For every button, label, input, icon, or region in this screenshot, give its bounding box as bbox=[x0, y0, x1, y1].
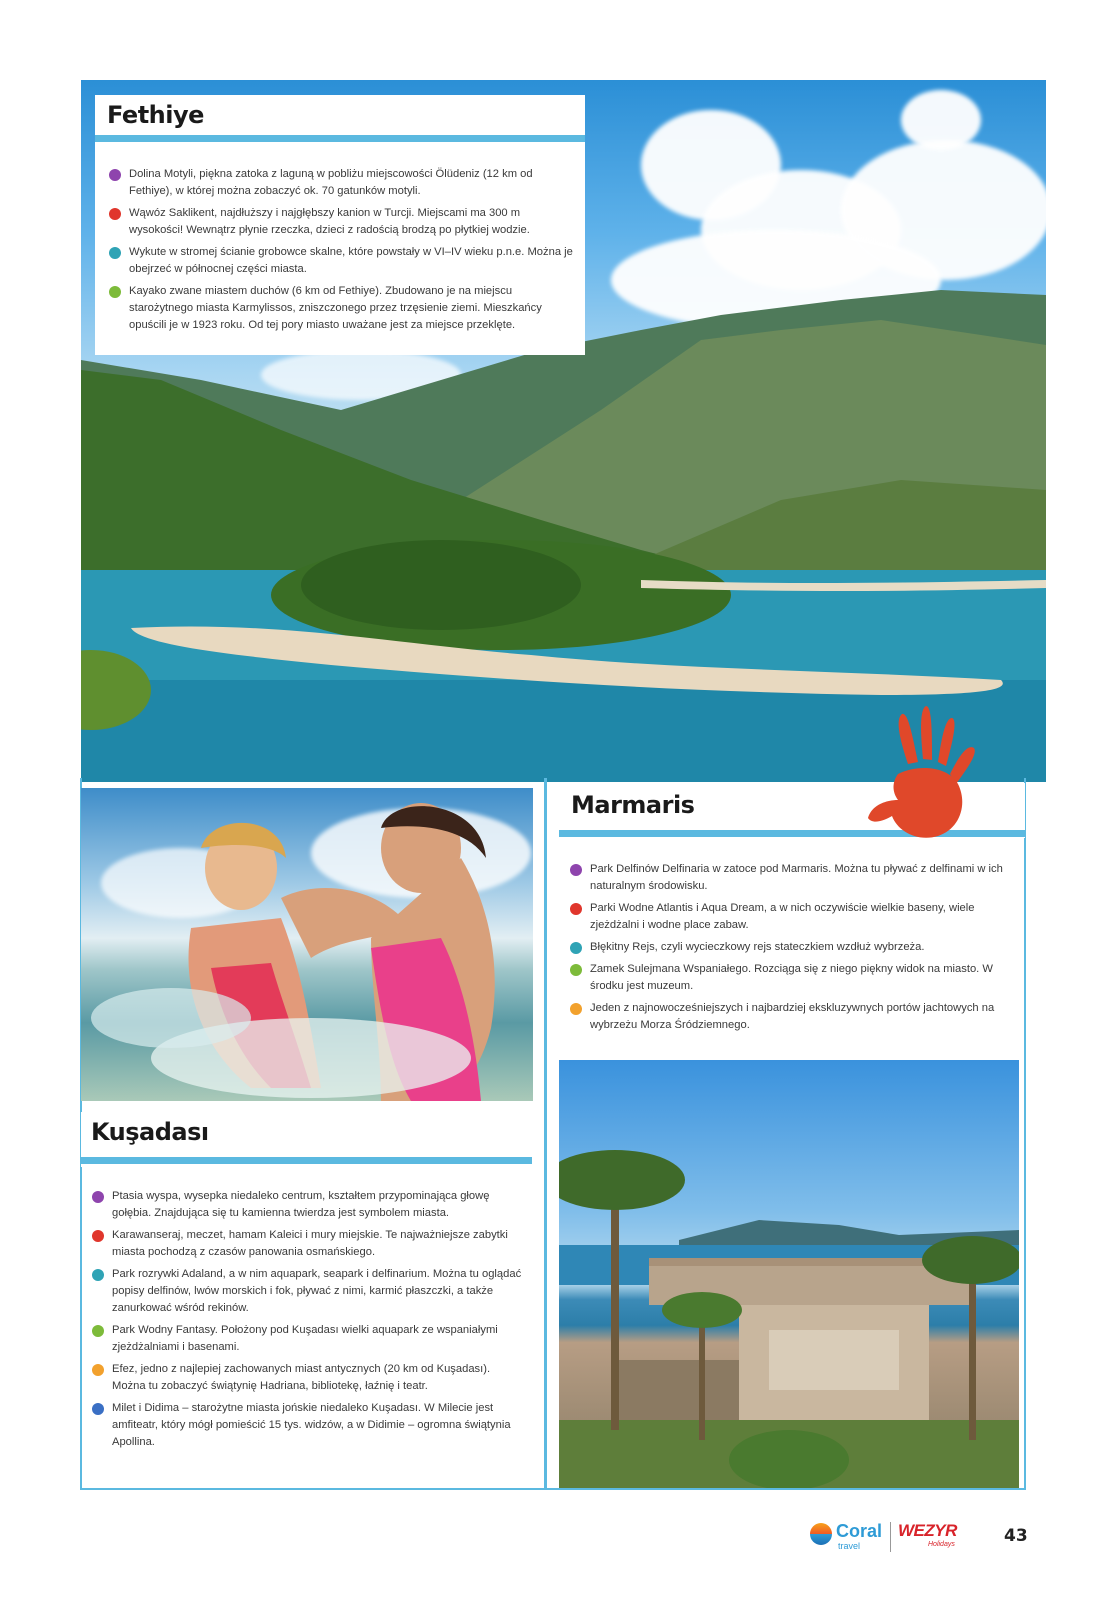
list-item: Park Delfinów Delfinaria w zatoce pod Marmaris. Można tu pływać z delfinami w ich naturalnym środowisku. bbox=[570, 861, 1010, 895]
kids-photo bbox=[81, 788, 533, 1101]
coral-brand: Coral bbox=[836, 1521, 883, 1541]
purple-bullet-icon bbox=[92, 1191, 104, 1203]
teal-bullet-icon bbox=[570, 942, 582, 954]
green-bullet-icon bbox=[570, 964, 582, 976]
red-bullet-icon bbox=[570, 903, 582, 915]
orange-bullet-icon bbox=[570, 1003, 582, 1015]
fethiye-photo bbox=[81, 80, 1046, 782]
list-item: Parki Wodne Atlantis i Aqua Dream, a w nich oczywiście wielkie baseny, wiele zjeżdżalni i wodne place zabaw. bbox=[570, 900, 1010, 934]
teal-bullet-icon bbox=[109, 247, 121, 259]
fethiye-list bbox=[95, 142, 585, 334]
list-item: Milet i Didima – starożytne miasta jońskie niedaleko Kuşadası. W Milecie jest amfiteatr, który mógł pomieścić 15 tys. widzów, a w Didimie – ogromna świątynia Apollina. bbox=[92, 1400, 522, 1451]
green-bullet-icon bbox=[92, 1325, 104, 1337]
list-item: Wykute w stromej ścianie grobowce skalne, które powstały w VI–IV wieku p.n.e. Można je obejrzeć w północnej części miasta. bbox=[109, 244, 575, 278]
fethiye-title: Fethiye bbox=[107, 101, 204, 129]
fethiye-title-bar bbox=[95, 135, 585, 142]
purple-bullet-icon bbox=[109, 169, 121, 181]
logo-divider bbox=[890, 1522, 891, 1552]
list-item: Dolina Motyli, piękna zatoka z laguną w pobliżu miejscowości Ölüdeniz (12 km od Fethiye), w której można zobaczyć ok. 70 gatunków motyli. bbox=[109, 166, 575, 200]
list-item: Wąwóz Saklikent, najdłuższy i najgłębszy kanion w Turcji. Miejscami ma 300 m wysokości! Wewnątrz płynie rzeczka, dzieci z radością brodzą po płytkiej wodzie. bbox=[109, 205, 575, 239]
list-item: Zamek Sulejmana Wspaniałego. Rozciąga się z niego piękny widok na miasto. W środku jest muzeum. bbox=[570, 961, 1010, 995]
marmaris-list bbox=[570, 861, 1010, 1039]
list-item: Park Wodny Fantasy. Położony pod Kuşadası wielki aquapark ze wspaniałymi zjeżdżalniami i basenami. bbox=[92, 1322, 522, 1356]
marmaris-castle-photo bbox=[559, 1060, 1019, 1488]
kusadasi-title-bar bbox=[81, 1157, 532, 1164]
orange-bullet-icon bbox=[92, 1364, 104, 1376]
coral-sun-icon bbox=[810, 1523, 832, 1545]
list-item: Karawanseraj, meczet, hamam Kaleici i mury miejskie. Te najważniejsze zabytki miasta pochodzą z czasów panowania osmańskiego. bbox=[92, 1227, 522, 1261]
list-item: Błękitny Rejs, czyli wycieczkowy rejs stateczkiem wzdłuż wybrzeża. bbox=[570, 939, 1010, 956]
coral-travel-logo bbox=[810, 1521, 886, 1555]
teal-bullet-icon bbox=[92, 1269, 104, 1281]
list-item: Efez, jedno z najlepiej zachowanych miast antycznych (20 km od Kuşadası). Można tu zobaczyć świątynię Hadriana, bibliotekę, łaźnię i teatr. bbox=[92, 1361, 522, 1395]
green-bullet-icon bbox=[109, 286, 121, 298]
list-item: Ptasia wyspa, wysepka niedaleko centrum, kształtem przypominająca głowę gołębia. Znajdująca się tu kamienna twierdza jest symbolem miasta. bbox=[92, 1188, 522, 1222]
coral-sub: travel bbox=[838, 1541, 861, 1551]
kusadasi-title-box bbox=[81, 1112, 532, 1167]
list-item: Park rozrywki Adaland, a w nim aquapark, seapark i delfinarium. Można tu oglądać popisy delfinów, lwów morskich i fok, pływać z nimi, karmić płaszczki, a także zanurkować wśród rekinów. bbox=[92, 1266, 522, 1317]
handprint-icon bbox=[868, 704, 978, 844]
red-bullet-icon bbox=[92, 1230, 104, 1242]
page-number: 43 bbox=[1004, 1526, 1028, 1546]
list-item: Kayako zwane miastem duchów (6 km od Fethiye). Zbudowano je na miejscu starożytnego miasta Karmylissos, zniszczonego przez trzęsienie ziemi. Mieszkańcy opuścili je w 1923 roku. Od tej pory miasto uważane jest za miejsce przeklęte. bbox=[109, 283, 575, 334]
red-bullet-icon bbox=[109, 208, 121, 220]
wezyr-brand: WEZYR bbox=[898, 1521, 957, 1540]
wezyr-holidays-logo bbox=[898, 1521, 960, 1555]
wezyr-sub: Holidays bbox=[928, 1541, 955, 1548]
fethiye-panel bbox=[95, 95, 585, 355]
marmaris-title: Marmaris bbox=[571, 791, 695, 819]
kusadasi-list bbox=[92, 1188, 522, 1456]
purple-bullet-icon bbox=[570, 864, 582, 876]
list-item: Jeden z najnowocześniejszych i najbardziej ekskluzywnych portów jachtowych na wybrzeżu Morza Śródziemnego. bbox=[570, 1000, 1010, 1034]
blue-bullet-icon bbox=[92, 1403, 104, 1415]
kusadasi-title: Kuşadası bbox=[91, 1118, 209, 1146]
